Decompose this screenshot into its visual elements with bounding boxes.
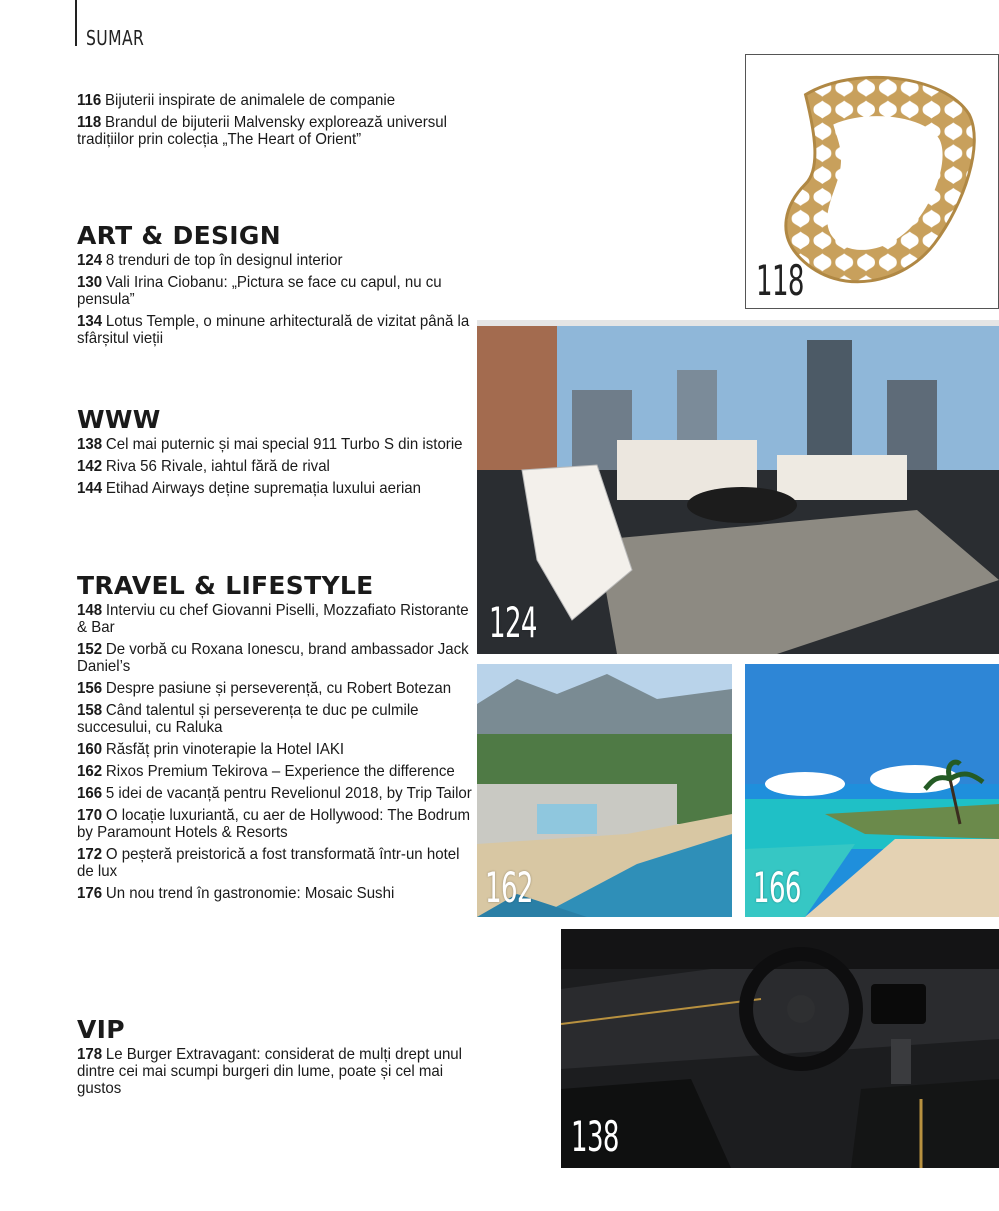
- page-number: 162: [77, 763, 103, 780]
- resort-photo[interactable]: [477, 664, 732, 917]
- entry-title: Răsfăț prin vinoterapie la Hotel IAKI: [105, 741, 345, 758]
- page-number: 166: [77, 785, 103, 802]
- page-number: 144: [77, 480, 103, 497]
- page-number: 158: [77, 702, 103, 719]
- car-interior-illustration: [561, 929, 999, 1168]
- intro-list: [77, 92, 469, 153]
- page-number: 124: [77, 252, 103, 269]
- page-number: 142: [77, 458, 103, 475]
- toc-entry[interactable]: [77, 846, 472, 880]
- header-rule: [75, 0, 77, 46]
- page-label: 138: [571, 1112, 619, 1161]
- entry-title: Rixos Premium Tekirova – Experience the difference: [105, 763, 455, 780]
- section-title: TRAVEL & LIFESTYLE: [77, 571, 374, 600]
- entry-title: Când talentul și perseverența te duc pe culmile succesului, cu Raluka: [77, 702, 419, 736]
- entry-title: De vorbă cu Roxana Ionescu, brand ambassador Jack Daniel’s: [77, 641, 469, 675]
- section-www: [77, 406, 469, 502]
- page-number: 178: [77, 1046, 103, 1063]
- page-number: 172: [77, 846, 103, 863]
- page-number: 160: [77, 741, 103, 758]
- page-label: 118: [756, 256, 804, 305]
- car-interior-photo[interactable]: [561, 929, 999, 1168]
- toc-entry[interactable]: [77, 702, 472, 736]
- section-header: SUMAR: [86, 26, 145, 50]
- entry-title: Le Burger Extravagant: considerat de mulți drept unul dintre cei mai scumpi burgeri din lume, poate și cel mai gustos: [77, 1046, 463, 1097]
- entry-title: O peșteră preistorică a fost transformată într-un hotel de lux: [77, 846, 460, 880]
- toc-entry[interactable]: [77, 252, 472, 269]
- living-room-photo[interactable]: [477, 320, 999, 654]
- section-title: VIP: [77, 1015, 125, 1044]
- toc-entry[interactable]: [77, 885, 472, 902]
- entry-title: Brandul de bijuterii Malvensky explorează universul tradițiilor prin colecția „The Heart of Orient”: [77, 114, 447, 148]
- toc-entry[interactable]: [77, 1046, 472, 1097]
- entry-title: Vali Irina Ciobanu: „Pictura se face cu capul, nu cu pensula”: [77, 274, 442, 308]
- page-label: 166: [753, 863, 801, 912]
- entry-title: Un nou trend în gastronomie: Mosaic Sushi: [105, 885, 395, 902]
- entry-title: Etihad Airways deține supremația luxului aerian: [105, 480, 422, 497]
- toc-entry[interactable]: [77, 741, 472, 758]
- page-number: 118: [77, 114, 102, 131]
- toc-entry[interactable]: [77, 458, 472, 475]
- toc-entry[interactable]: [77, 436, 472, 453]
- entry-title: Bijuterii inspirate de animalele de companie: [105, 92, 396, 109]
- toc-entry[interactable]: [77, 92, 472, 109]
- section-title: WWW: [77, 405, 161, 434]
- page-label: 124: [489, 598, 537, 647]
- entry-title: 5 idei de vacanță pentru Revelionul 2018, by Trip Tailor: [105, 785, 472, 802]
- toc-entry[interactable]: [77, 602, 472, 636]
- toc-entry[interactable]: [77, 114, 472, 148]
- page-number: 138: [77, 436, 103, 453]
- page-number: 130: [77, 274, 103, 291]
- entry-title: Despre pasiune și perseverență, cu Robert Botezan: [105, 680, 452, 697]
- toc-entry[interactable]: [77, 641, 472, 675]
- page-number: 148: [77, 602, 103, 619]
- toc-entry[interactable]: [77, 274, 472, 308]
- entry-title: 8 trenduri de top în designul interior: [105, 252, 343, 269]
- toc-entry[interactable]: [77, 807, 472, 841]
- living-room-illustration: [477, 320, 999, 654]
- entry-title: Cel mai puternic și mai special 911 Turbo S din istorie: [105, 436, 463, 453]
- page-number: 170: [77, 807, 103, 824]
- entry-title: Lotus Temple, o minune arhitecturală de vizitat până la sfârșitul vieții: [77, 313, 470, 347]
- page-number: 152: [77, 641, 103, 658]
- section-vip: [77, 1016, 469, 1102]
- beach-photo[interactable]: [745, 664, 999, 917]
- page-number: 176: [77, 885, 103, 902]
- toc-entry[interactable]: [77, 480, 472, 497]
- toc-entry[interactable]: [77, 763, 472, 780]
- toc-entry[interactable]: [77, 680, 472, 697]
- section-art-design: [77, 222, 469, 352]
- page-number: 156: [77, 680, 103, 697]
- page-number: 116: [77, 92, 102, 109]
- page-label: 162: [485, 863, 533, 912]
- toc-entry[interactable]: [77, 313, 472, 347]
- entry-title: Interviu cu chef Giovanni Piselli, Mozzafiato Ristorante & Bar: [77, 602, 469, 636]
- section-title: ART & DESIGN: [77, 221, 281, 250]
- section-travel-lifestyle: [77, 571, 472, 907]
- page-number: 134: [77, 313, 103, 330]
- entry-title: O locație luxuriantă, cu aer de Hollywood: The Bodrum by Paramount Hotels & Resorts: [77, 807, 471, 841]
- bracelet-photo[interactable]: [745, 54, 999, 309]
- toc-entry[interactable]: [77, 785, 472, 802]
- entry-title: Riva 56 Rivale, iahtul fără de rival: [105, 458, 330, 475]
